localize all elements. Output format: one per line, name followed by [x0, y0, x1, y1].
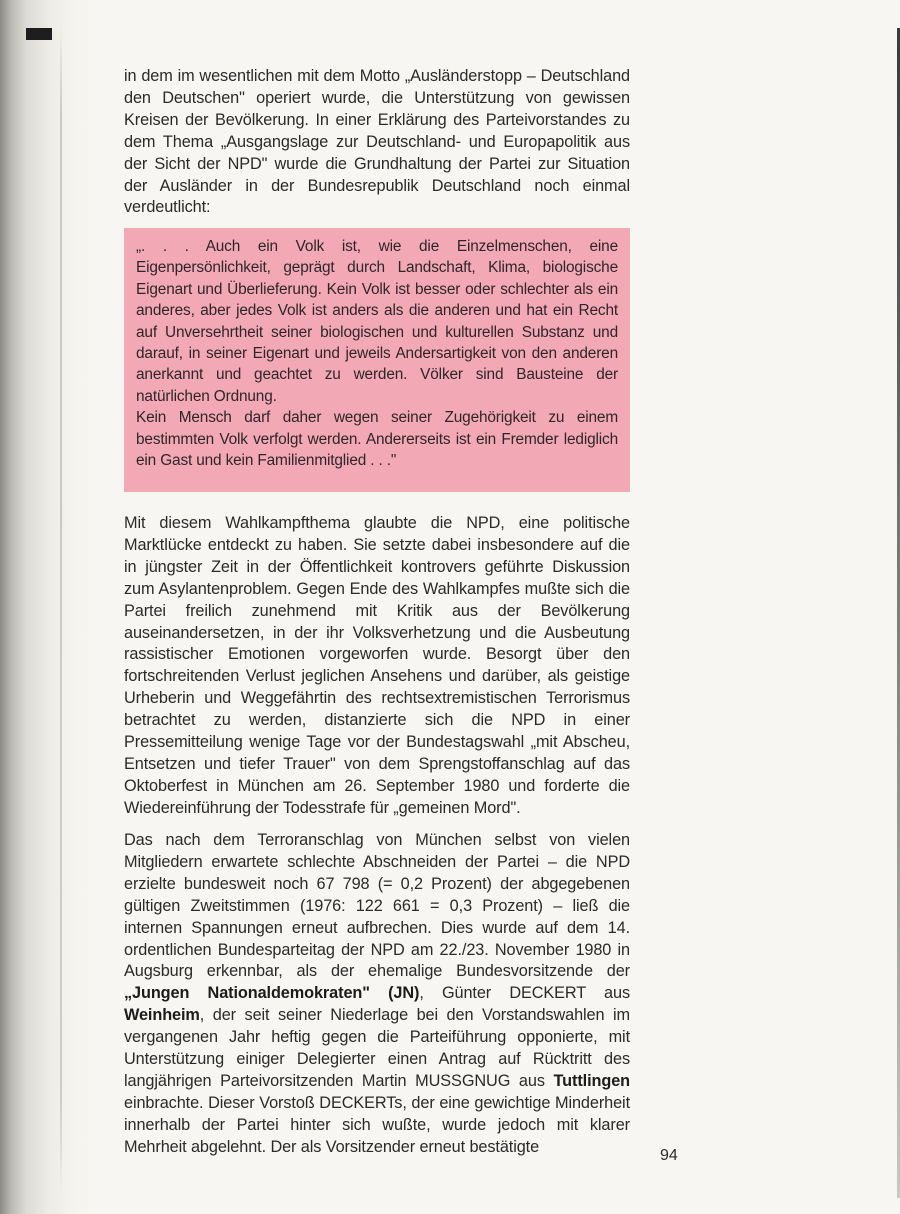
spine-fold-line — [60, 24, 62, 1194]
main-paragraph-2-part-2: , Günter DECKERT aus — [419, 984, 630, 1003]
bold-term-tuttlingen: Tuttlingen — [553, 1071, 630, 1090]
main-paragraph-2-text — [124, 830, 630, 1159]
bold-term-weinheim: Weinheim — [124, 1006, 200, 1025]
main-paragraph-2 — [124, 830, 630, 1159]
page-number: 94 — [660, 1147, 678, 1164]
intro-paragraph — [124, 66, 630, 219]
main-paragraph-1 — [124, 513, 630, 820]
intro-paragraph-text: in dem im wesentlichen mit dem Motto „Ausländerstopp – Deutschland den Deutschen" operiert wurde, die Unterstützung von gewissen Kreisen der Bevölkerung. In einer Erklärung des Parteivorstandes zu dem Thema „Ausgangslage zur Deutschland- und Europapolitik aus der Sicht der NPD" wurde die Grundhaltung der Partei zur Situation der Ausländer in der Bundesrepublik Deutschland noch einmal verdeutlicht: — [124, 67, 630, 217]
quote-paragraph-2: Kein Mensch darf daher wegen seiner Zugehörigkeit zu einem bestimmten Volk verfolgt werden. Andererseits ist ein Fremder lediglich ein Gast und kein Familienmitglied . . ." — [136, 409, 618, 470]
book-spine-shadow — [0, 0, 92, 1214]
main-paragraph-2-part-3: , der seit seiner Niederlage bei den Vorstandswahlen im vergangenen Jahr heftig gegen die Parteiführung opponierte, mit Unterstützung einiger Delegierter einen Antrag auf Rücktritt des langjährigen Parteivorsitzenden Martin MUSSGNUG aus — [124, 1006, 630, 1090]
highlighted-quote-box — [124, 228, 630, 492]
quote-paragraph-1: „. . . Auch ein Volk ist, wie die Einzelmenschen, eine Eigenpersönlichkeit, geprägt durch Landschaft, Klima, biologische Eigenart und Überlieferung. Kein Volk ist besser oder schlechter als ein anderes, aber jedes Volk ist anders als die anderen und hat ein Recht auf Unversehrtheit seiner biologischen und kulturellen Substanz und darauf, in seiner Eigenart und jeweils Andersartigkeit von den anderen anerkannt und geachtet zu werden. Völker sind Bausteine der natürlichen Ordnung. — [136, 238, 618, 405]
main-paragraph-2-part-1: Das nach dem Terroranschlag von München selbst von vielen Mitgliedern erwartete schlechte Abschneiden der Partei – die NPD erzielte bundesweit noch 67 798 (= 0,2 Prozent) der abgegebenen gültigen Zweitstimmen (1976: 122 661 = 0,3 Prozent) – ließ die internen Spannungen erneut aufbrechen. Dies wurde auf dem 14. ordentlichen Bundesparteitag der NPD am 22./23. November 1980 in Augsburg erkennbar, als der ehemalige Bundesvorsitzende der — [124, 831, 630, 981]
main-paragraph-1-text: Mit diesem Wahlkampfthema glaubte die NPD, eine politische Marktlücke entdeckt zu haben. Sie setzte dabei insbesondere auf die in jüngster Zeit in der Öffentlichkeit kontrovers geführte Diskussion zum Asylantenproblem. Gegen Ende des Wahlkampfes mußte sich die Partei freilich zunehmend mit Kritik aus der Bevölkerung auseinandersetzen, in der ihr Volksverhetzung und die Ausbeutung rassistischer Emotionen vorgeworfen wurde. Besorgt über den fortschreitenden Verlust jeglichen Ansehens und darüber, als geistige Urheberin und Weggefährtin des rechtsextremistischen Terrorismus betrachtet zu werden, distanzierte sich die NPD in einer Pressemitteilung wenige Tage vor der Bundestagswahl „mit Abscheu, Entsetzen und tiefer Trauer" von dem Sprengstoffanschlag auf das Oktoberfest in München am 26. September 1980 und forderte die Wiedereinführung der Todesstrafe für „gemeinen Mord". — [124, 514, 630, 817]
scan-corner-mark — [26, 28, 52, 40]
main-paragraph-2-part-4: einbrachte. Dieser Vorstoß DECKERTs, der eine gewichtige Minderheit innerhalb der Partei hinter sich wußte, wurde jedoch mit klarer Mehrheit abgelehnt. Der als Vorsitzender erneut bestätigte — [124, 1093, 630, 1156]
bold-term-jungen-nationaldemokraten: „Jungen Nationaldemokraten" (JN) — [124, 984, 420, 1003]
